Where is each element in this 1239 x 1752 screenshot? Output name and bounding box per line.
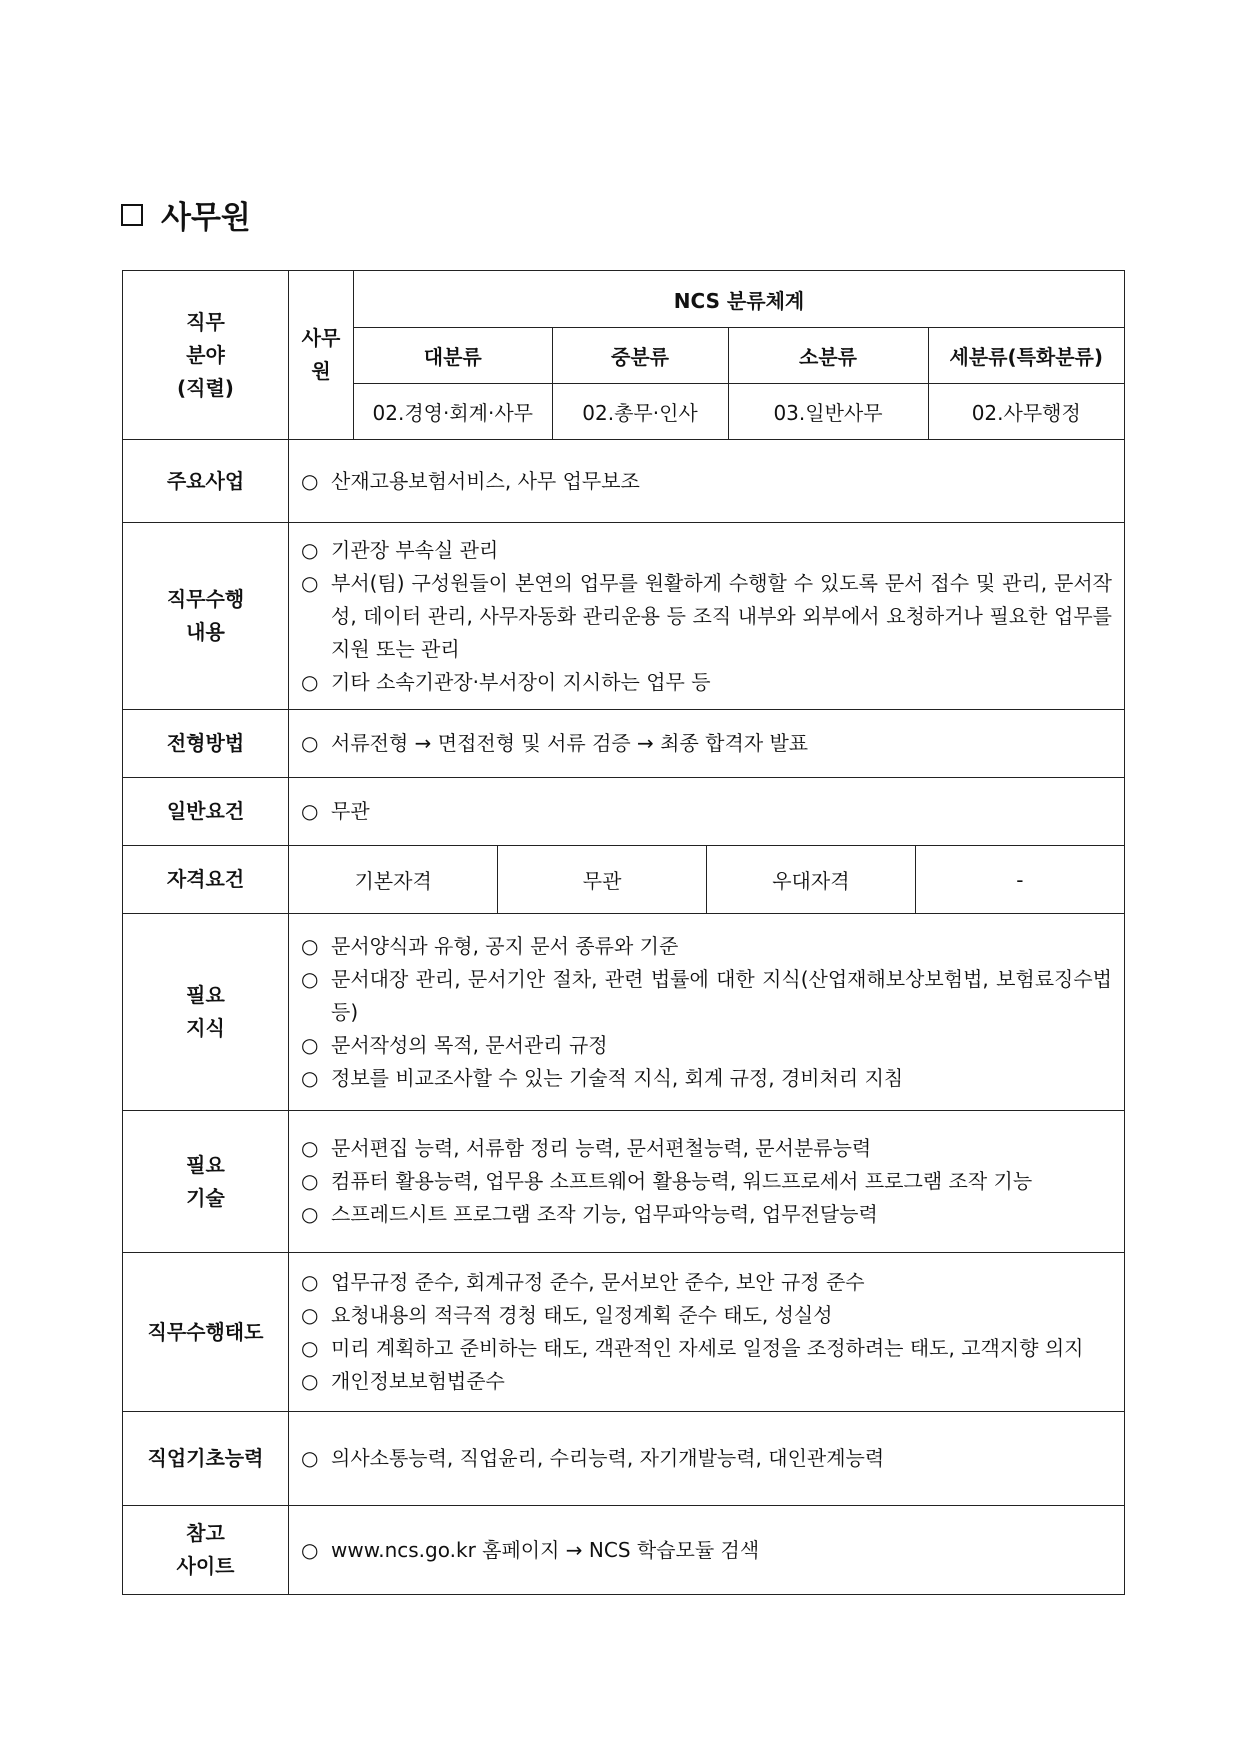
ncs-val-minor: 03.일반사무 — [728, 384, 928, 439]
bullet-icon: ○ — [301, 537, 319, 562]
qualification-content — [289, 846, 1125, 914]
bullet-icon: ○ — [301, 1032, 319, 1057]
checkbox-square-icon — [121, 204, 143, 226]
bullet-icon: ○ — [301, 570, 319, 595]
bullet-icon: ○ — [301, 1537, 319, 1562]
general-req-content: ○ 무관 — [289, 778, 1125, 846]
bullet-icon: ○ — [301, 1065, 319, 1090]
bullet-icon: ○ — [301, 1446, 319, 1470]
ncs-col-minor: 소분류 — [728, 328, 928, 383]
reference-label: 참고 사이트 — [123, 1506, 289, 1595]
ncs-title: NCS 분류체계 — [354, 271, 1125, 328]
qual-basic-label: 기본자격 — [354, 869, 432, 893]
skills-label: 필요 기술 — [123, 1111, 289, 1253]
job-description-table — [122, 270, 1125, 1595]
page-title-text: 사무원 — [161, 200, 251, 236]
ncs-columns — [354, 328, 1125, 384]
bullet-icon: ○ — [301, 1303, 319, 1327]
ncs-values — [354, 384, 1125, 440]
job-name: 사무 원 — [289, 271, 354, 440]
attitude-content: ○ 업무규정 준수, 회계규정 준수, 문서보안 준수, 보안 규정 준수 ○ 요청내용의 적극적 경청 태도, 일정계획 준수 태도, 성실성 ○ 미리 계획하고 준비하는 태도, 객관적인 자세로 일정을 조정하려는 태도, 고객지향 의지 ○ 개인정보보험법준수 — [289, 1253, 1125, 1412]
reference-content: ○ www.ncs.go.kr 홈페이지 → NCS 학습모듈 검색 — [289, 1506, 1125, 1595]
ncs-val-major: 02.경영·회계·사무 — [372, 401, 533, 425]
bullet-icon: ○ — [301, 1270, 319, 1294]
knowledge-content: ○ 문서양식과 유형, 공지 문서 종류와 기준 ○ 문서대장 관리, 문서기안 절차, 관련 법률에 대한 지식(산업재해보상보험법, 보험료징수법등) ○ 문서작성의 목적, 문서관리 규정 ○ 정보를 비교조사할 수 있는 기술적 지식, 회계 규정, 경비처리 지침 — [289, 914, 1125, 1111]
ncs-col-middle: 중분류 — [552, 328, 728, 383]
skills-content: ○ 문서편집 능력, 서류함 정리 능력, 문서편철능력, 문서분류능력 ○ 컴퓨터 활용능력, 업무용 소프트웨어 활용능력, 워드프로세서 프로그램 조작 기능 ○ 스프레드시트 프로그램 조작 기능, 업무파악능력, 업무전달능력 — [289, 1111, 1125, 1253]
job-duties-content: ○ 기관장 부속실 관리 ○ 부서(팀) 구성원들이 본연의 업무를 원활하게 수행할 수 있도록 문서 접수 및 관리, 문서작성, 데이터 관리, 사무자동화 관리운용 등 조직 내부와 외부에서 요청하거나 필요한 업무를 지원 또는 관리 ○ 기타 소속기관장·부서장이 지시하는 업무 등 — [289, 523, 1125, 710]
qual-preferred-value: - — [915, 846, 1124, 913]
bullet-icon: ○ — [301, 468, 319, 493]
basic-ability-content: ○ 의사소통능력, 직업윤리, 수리능력, 자기개발능력, 대인관계능력 — [289, 1412, 1125, 1506]
selection-content: ○ 서류전형 → 면접전형 및 서류 검증 → 최종 합격자 발표 — [289, 710, 1125, 778]
qual-basic-value: 무관 — [498, 846, 707, 913]
bullet-icon: ○ — [301, 1369, 319, 1393]
bullet-icon: ○ — [301, 933, 319, 958]
bullet-icon: ○ — [301, 1136, 319, 1160]
bullet-icon: ○ — [301, 1169, 319, 1193]
qual-preferred-label: 우대자격 — [707, 846, 916, 913]
bullet-icon: ○ — [301, 966, 319, 991]
bullet-icon: ○ — [301, 731, 319, 755]
ncs-col-major: 대분류 — [423, 345, 482, 369]
basic-ability-label: 직업기초능력 — [123, 1412, 289, 1506]
qualification-label: 자격요건 — [123, 846, 289, 914]
job-field-label: 직무 분야 (직렬) — [123, 271, 289, 440]
bullet-icon: ○ — [301, 669, 319, 694]
ncs-val-middle: 02.총무·인사 — [552, 384, 728, 439]
ncs-val-detail: 02.사무행정 — [928, 384, 1124, 439]
main-business-content: ○ 산재고용보험서비스, 사무 업무보조 — [289, 440, 1125, 523]
main-business-label: 주요사업 — [123, 440, 289, 523]
general-req-label: 일반요건 — [123, 778, 289, 846]
knowledge-label: 필요 지식 — [123, 914, 289, 1111]
attitude-label: 직무수행태도 — [123, 1253, 289, 1412]
bullet-icon: ○ — [301, 1202, 319, 1226]
ncs-col-detail: 세분류(특화분류) — [928, 328, 1124, 383]
bullet-icon: ○ — [301, 1336, 319, 1360]
bullet-icon: ○ — [301, 799, 319, 823]
job-duties-label: 직무수행 내용 — [123, 523, 289, 710]
page-title — [121, 192, 251, 237]
selection-label: 전형방법 — [123, 710, 289, 778]
